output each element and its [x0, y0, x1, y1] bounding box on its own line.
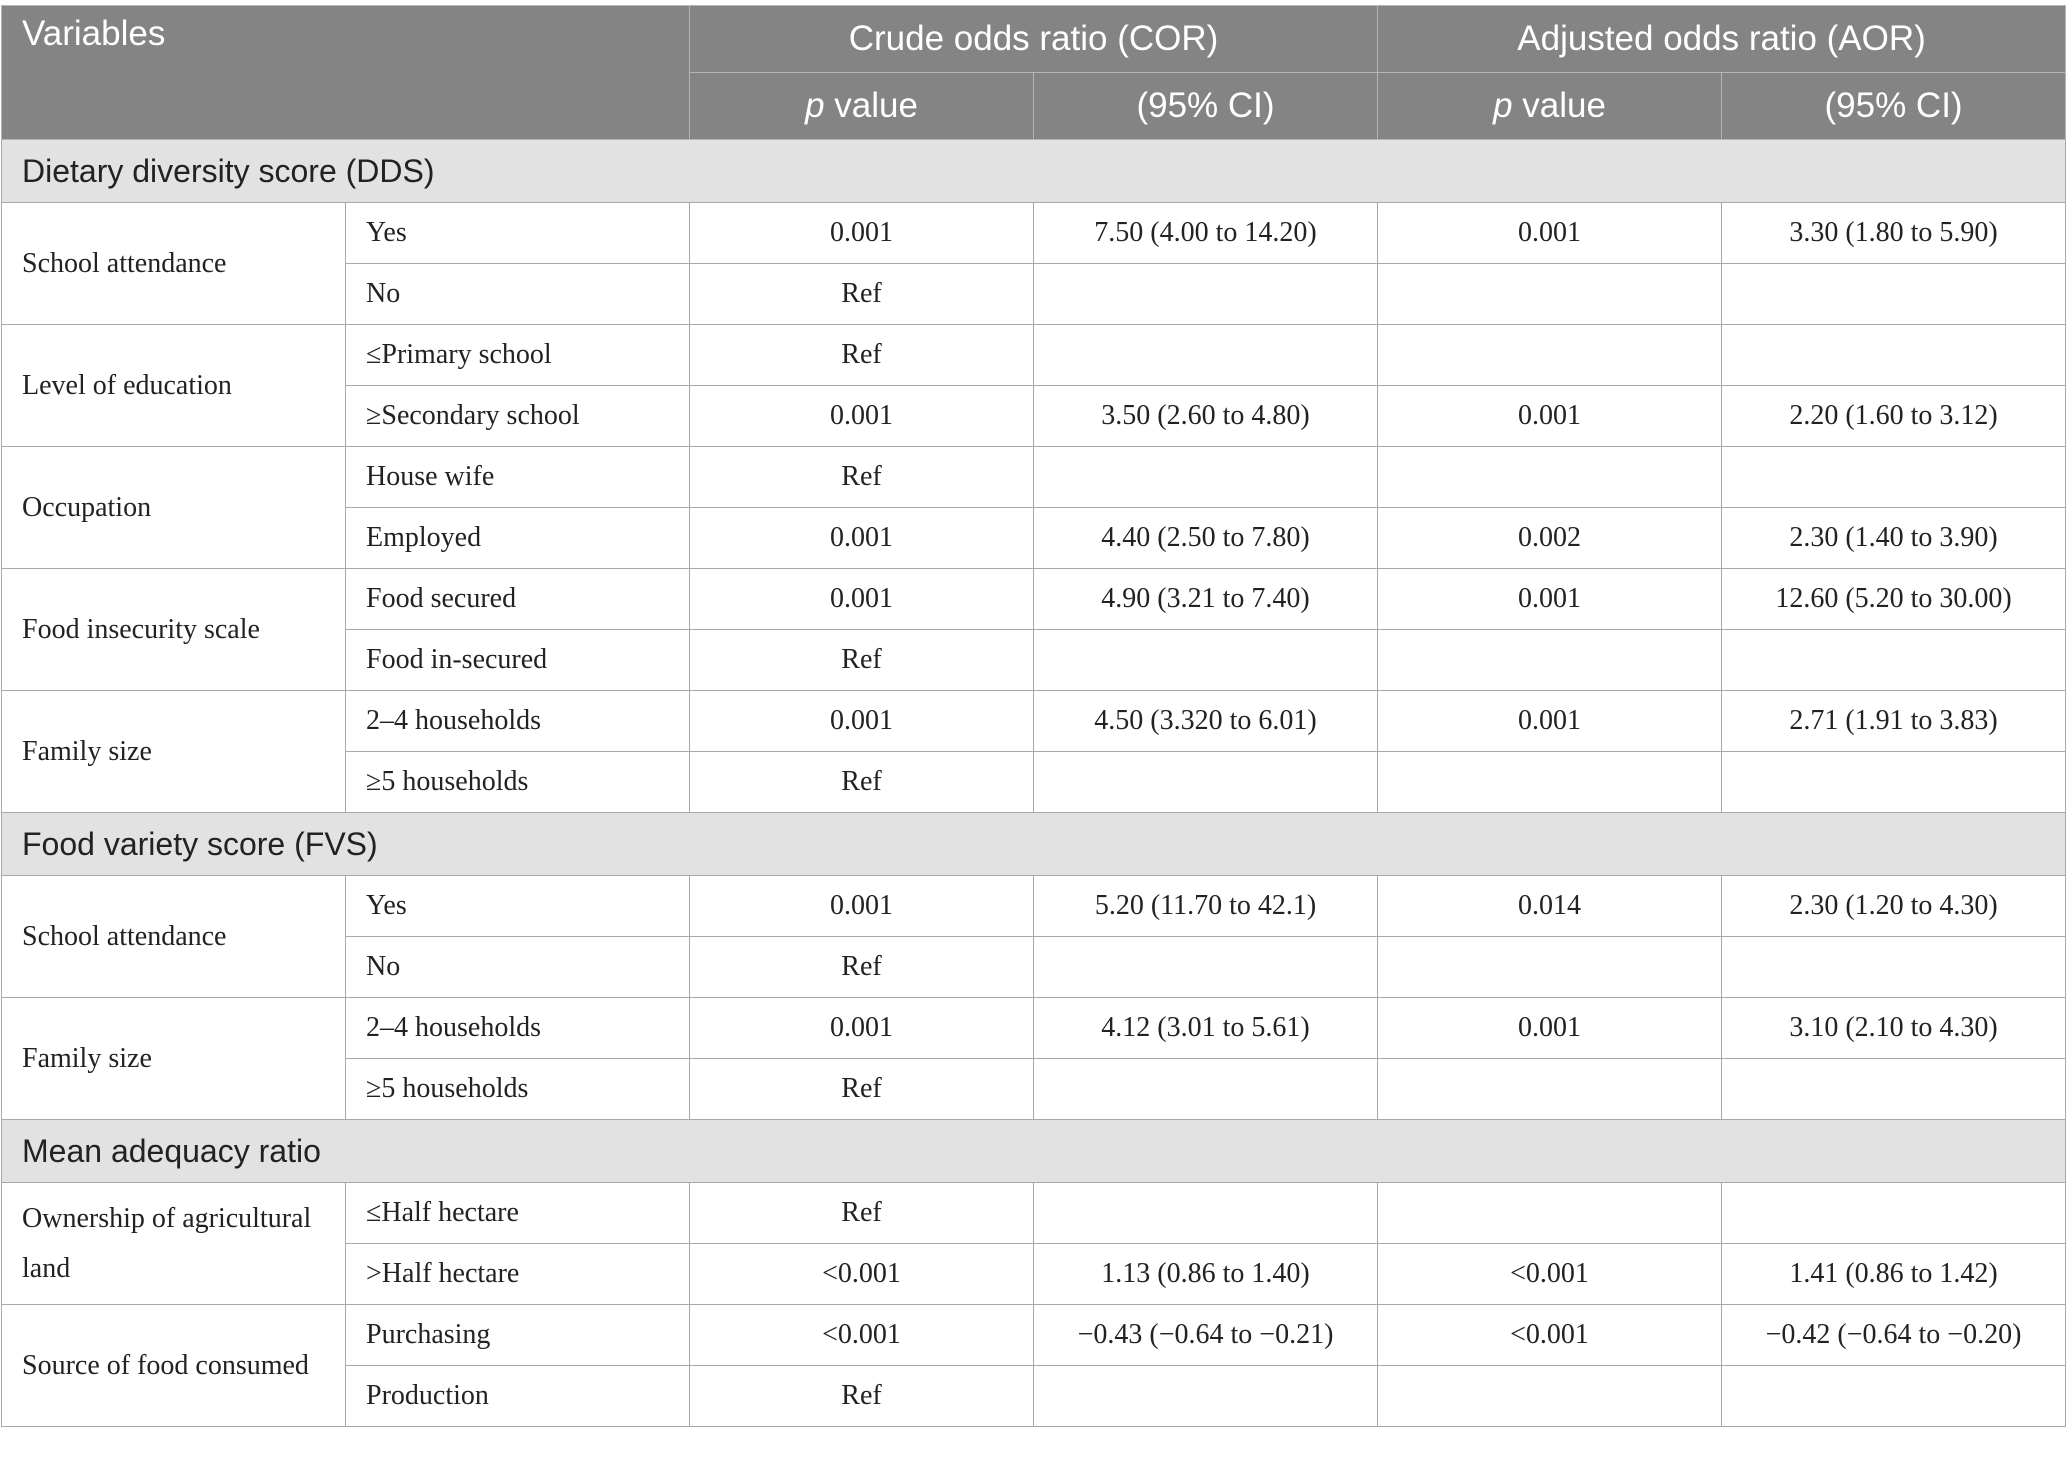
p-rest: value — [824, 86, 918, 125]
aor-p-cell: 0.001 — [1378, 203, 1722, 264]
cor-p-cell: Ref — [690, 325, 1034, 386]
aor-p-cell — [1378, 447, 1722, 508]
cor-p-cell: Ref — [690, 630, 1034, 691]
aor-p-cell — [1378, 1183, 1722, 1244]
header-variables: Variables — [2, 6, 690, 140]
cor-ci-cell: 4.90 (3.21 to 7.40) — [1034, 569, 1378, 630]
aor-ci-cell: 3.30 (1.80 to 5.90) — [1722, 203, 2066, 264]
table-row — [2, 447, 2066, 508]
cor-p-cell: Ref — [690, 447, 1034, 508]
aor-ci-cell: 2.20 (1.60 to 3.12) — [1722, 386, 2066, 447]
aor-p-cell — [1378, 264, 1722, 325]
category-cell: Employed — [346, 508, 690, 569]
aor-ci-cell — [1722, 264, 2066, 325]
aor-p-cell: 0.001 — [1378, 691, 1722, 752]
variable-cell: Level of education — [2, 325, 346, 447]
aor-p-cell: 0.002 — [1378, 508, 1722, 569]
cor-ci-cell — [1034, 447, 1378, 508]
aor-ci-cell — [1722, 752, 2066, 813]
cor-p-cell: Ref — [690, 1366, 1034, 1427]
aor-ci-cell — [1722, 325, 2066, 386]
table-row — [2, 203, 2066, 264]
variable-cell: Ownership of agricultural land — [2, 1183, 346, 1305]
cor-p-cell: 0.001 — [690, 569, 1034, 630]
section-title: Food variety score (FVS) — [2, 813, 2066, 876]
table-row — [2, 691, 2066, 752]
variable-cell: Food insecurity scale — [2, 569, 346, 691]
aor-p-cell: 0.001 — [1378, 998, 1722, 1059]
aor-ci-cell: 3.10 (2.10 to 4.30) — [1722, 998, 2066, 1059]
cor-p-cell: 0.001 — [690, 508, 1034, 569]
section-row — [2, 140, 2066, 203]
cor-p-cell: 0.001 — [690, 386, 1034, 447]
cor-ci-cell — [1034, 1059, 1378, 1120]
aor-p-cell: <0.001 — [1378, 1305, 1722, 1366]
aor-ci-cell — [1722, 1183, 2066, 1244]
header-aor-ci: (95% CI) — [1722, 73, 2066, 140]
category-cell: ≤Primary school — [346, 325, 690, 386]
cor-ci-cell — [1034, 264, 1378, 325]
cor-p-cell: Ref — [690, 1059, 1034, 1120]
category-cell: ≤Half hectare — [346, 1183, 690, 1244]
aor-p-cell — [1378, 325, 1722, 386]
header-cor-ci: (95% CI) — [1034, 73, 1378, 140]
aor-p-cell — [1378, 630, 1722, 691]
cor-ci-cell — [1034, 630, 1378, 691]
cor-ci-cell — [1034, 937, 1378, 998]
category-cell: Yes — [346, 876, 690, 937]
cor-ci-cell: 4.40 (2.50 to 7.80) — [1034, 508, 1378, 569]
aor-ci-cell: 12.60 (5.20 to 30.00) — [1722, 569, 2066, 630]
category-cell: Purchasing — [346, 1305, 690, 1366]
cor-ci-cell: 1.13 (0.86 to 1.40) — [1034, 1244, 1378, 1305]
aor-ci-cell: 2.30 (1.20 to 4.30) — [1722, 876, 2066, 937]
cor-p-cell: Ref — [690, 937, 1034, 998]
cor-ci-cell — [1034, 752, 1378, 813]
aor-ci-cell: −0.42 (−0.64 to −0.20) — [1722, 1305, 2066, 1366]
category-cell: No — [346, 264, 690, 325]
category-cell: ≥Secondary school — [346, 386, 690, 447]
table-row — [2, 569, 2066, 630]
cor-p-cell: Ref — [690, 752, 1034, 813]
cor-ci-cell — [1034, 1183, 1378, 1244]
cor-p-cell: Ref — [690, 1183, 1034, 1244]
cor-ci-cell — [1034, 325, 1378, 386]
header-aor: Adjusted odds ratio (AOR) — [1378, 6, 2066, 73]
variable-cell: Source of food consumed — [2, 1305, 346, 1427]
category-cell: No — [346, 937, 690, 998]
aor-ci-cell — [1722, 630, 2066, 691]
table-row — [2, 1183, 2066, 1244]
cor-p-cell: <0.001 — [690, 1244, 1034, 1305]
cor-ci-cell: 4.12 (3.01 to 5.61) — [1034, 998, 1378, 1059]
section-title: Mean adequacy ratio — [2, 1120, 2066, 1183]
aor-ci-cell: 2.71 (1.91 to 3.83) — [1722, 691, 2066, 752]
variable-cell: School attendance — [2, 203, 346, 325]
aor-ci-cell — [1722, 1366, 2066, 1427]
aor-p-cell: 0.001 — [1378, 569, 1722, 630]
header-row-1 — [2, 6, 2066, 73]
category-cell: 2–4 households — [346, 998, 690, 1059]
cor-ci-cell: −0.43 (−0.64 to −0.21) — [1034, 1305, 1378, 1366]
cor-ci-cell: 5.20 (11.70 to 42.1) — [1034, 876, 1378, 937]
section-row — [2, 813, 2066, 876]
aor-p-cell: 0.014 — [1378, 876, 1722, 937]
table-row — [2, 1305, 2066, 1366]
cor-p-cell: <0.001 — [690, 1305, 1034, 1366]
cor-ci-cell — [1034, 1366, 1378, 1427]
variable-cell: Family size — [2, 691, 346, 813]
section-row — [2, 1120, 2066, 1183]
cor-ci-cell: 7.50 (4.00 to 14.20) — [1034, 203, 1378, 264]
aor-p-cell — [1378, 752, 1722, 813]
table-header — [2, 6, 2066, 140]
category-cell: Food secured — [346, 569, 690, 630]
aor-ci-cell: 1.41 (0.86 to 1.42) — [1722, 1244, 2066, 1305]
table-body — [2, 140, 2066, 1427]
aor-p-cell: <0.001 — [1378, 1244, 1722, 1305]
aor-ci-cell: 2.30 (1.40 to 3.90) — [1722, 508, 2066, 569]
table-row — [2, 998, 2066, 1059]
odds-ratio-table — [1, 5, 2066, 1427]
p-italic: p — [1493, 86, 1513, 125]
category-cell: ≥5 households — [346, 1059, 690, 1120]
aor-p-cell: 0.001 — [1378, 386, 1722, 447]
category-cell: Production — [346, 1366, 690, 1427]
table-row — [2, 876, 2066, 937]
header-cor: Crude odds ratio (COR) — [690, 6, 1378, 73]
aor-ci-cell — [1722, 447, 2066, 508]
cor-p-cell: 0.001 — [690, 691, 1034, 752]
category-cell: Yes — [346, 203, 690, 264]
variable-cell: School attendance — [2, 876, 346, 998]
category-cell: >Half hectare — [346, 1244, 690, 1305]
cor-p-cell: 0.001 — [690, 998, 1034, 1059]
aor-ci-cell — [1722, 1059, 2066, 1120]
category-cell: House wife — [346, 447, 690, 508]
aor-ci-cell — [1722, 937, 2066, 998]
category-cell: 2–4 households — [346, 691, 690, 752]
cor-p-cell: Ref — [690, 264, 1034, 325]
variable-cell: Family size — [2, 998, 346, 1120]
cor-ci-cell: 4.50 (3.320 to 6.01) — [1034, 691, 1378, 752]
header-aor-p — [1378, 73, 1722, 140]
p-rest: value — [1512, 86, 1606, 125]
cor-ci-cell: 3.50 (2.60 to 4.80) — [1034, 386, 1378, 447]
category-cell: ≥5 households — [346, 752, 690, 813]
aor-p-cell — [1378, 937, 1722, 998]
cor-p-cell: 0.001 — [690, 876, 1034, 937]
header-cor-p — [690, 73, 1034, 140]
section-title: Dietary diversity score (DDS) — [2, 140, 2066, 203]
aor-p-cell — [1378, 1366, 1722, 1427]
variable-cell: Occupation — [2, 447, 346, 569]
cor-p-cell: 0.001 — [690, 203, 1034, 264]
category-cell: Food in-secured — [346, 630, 690, 691]
p-italic: p — [805, 86, 825, 125]
aor-p-cell — [1378, 1059, 1722, 1120]
table-row — [2, 325, 2066, 386]
